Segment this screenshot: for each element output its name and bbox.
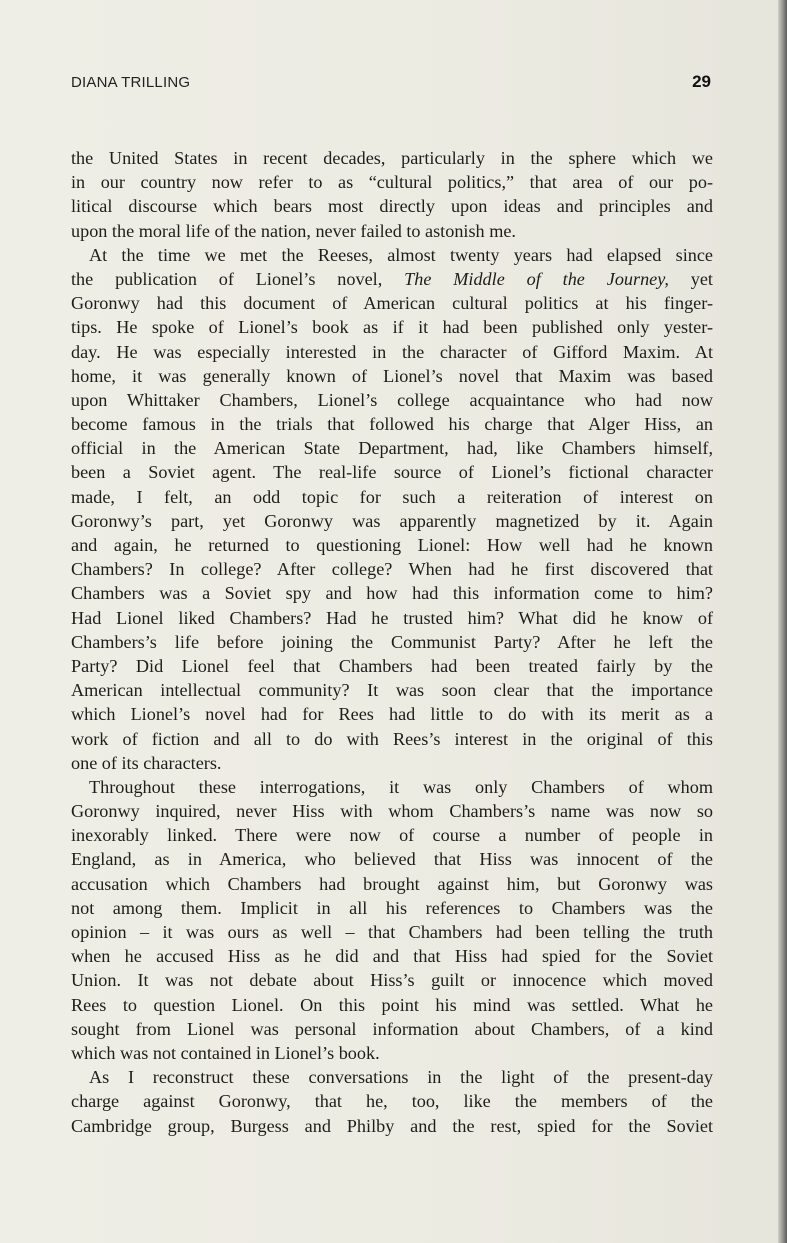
text-line: the United States in recent decades, particularly in the sphere which we [71,148,713,168]
text-line: been a Soviet agent. The real-life source of Lionel’s fictional character [71,462,713,483]
text-line: sought from Lionel was personal information about Chambers, of a kind [71,1018,713,1039]
text-line: opinion – it was ours as well – that Chambers had been telling the truth [71,922,713,942]
text-line: in our country now refer to as “cultural politics,” that area of our po- [71,172,713,193]
text-line: upon Whittaker Chambers, Lionel’s college acquaintance who had now [71,389,713,410]
text-line: which was not contained in Lionel’s book. [71,1042,380,1063]
text-line: which Lionel’s novel had for Rees had little to do with its merit as a [71,704,713,725]
text-line: not among them. Implicit in all his references to Chambers was the [71,897,713,918]
text-line: Chambers’s life before joining the Communist Party? After he left the [71,631,713,652]
book-title: The Middle of the Journey, [404,268,669,289]
text-line: Union. It was not debate about Hiss’s guilt or innocence which moved [71,970,713,991]
text-line: Chambers was a Soviet spy and how had this information come to him? [71,583,713,604]
page-header [71,72,711,96]
text-line: At the time we met the Reeses, almost twenty years had elapsed since [89,244,713,265]
page-edge-shadow [778,0,787,1243]
text-line: tips. He spoke of Lionel’s book as if it had been published only yester- [71,317,713,338]
text-line: As I reconstruct these conversations in the light of the present-day [89,1067,713,1088]
text-line: Throughout these interrogations, it was only Chambers of whom [89,776,713,797]
text-line: Party? Did Lionel feel that Chambers had been treated fairly by the [71,655,713,676]
text-line: Had Lionel liked Chambers? Had he trusted him? What did he know of [71,607,713,628]
text-line: Rees to question Lionel. On this point his mind was settled. What he [71,994,713,1015]
text-line: one of its characters. [71,752,222,773]
text-line: made, I felt, an odd topic for such a reiteration of interest on [71,486,713,507]
text-line: upon the moral life of the nation, never failed to astonish me. [71,220,516,241]
text-line: charge against Goronwy, that he, too, like the members of the [71,1091,713,1112]
text-line: day. He was especially interested in the character of Gifford Maxim. At [71,341,713,362]
text-line: when he accused Hiss as he did and that Hiss had spied for the Soviet [71,946,713,967]
text-line: Cambridge group, Burgess and Philby and the rest, spied for the Soviet [71,1115,713,1136]
text-line: the publication of Lionel’s novel, The Middle of the Journey, yet [71,268,713,289]
body-text [71,146,713,1138]
text-line: and again, he returned to questioning Lionel: How well had he known [71,535,713,555]
text-line: litical discourse which bears most directly upon ideas and principles and [71,196,713,217]
text-line: Goronwy inquired, never Hiss with whom Chambers’s name was now so [71,801,713,822]
page-number: 29 [692,72,711,91]
running-head: DIANA TRILLING [71,74,191,91]
text-line: official in the American State Department, had, like Chambers himself, [71,438,713,459]
text-line: home, it was generally known of Lionel’s novel that Maxim was based [71,365,713,386]
text-line: Chambers? In college? After college? When had he first discovered that [71,559,713,580]
text-line: Goronwy had this document of American cultural politics at his finger- [71,293,713,314]
text-line: England, as in America, who believed that Hiss was innocent of the [71,849,713,870]
text-line: American intellectual community? It was soon clear that the importance [71,680,713,701]
text-line: become famous in the trials that followed his charge that Alger Hiss, an [71,414,713,435]
text-line: Goronwy’s part, yet Goronwy was apparently magnetized by it. Again [71,510,713,531]
text-line: work of fiction and all to do with Rees’s interest in the original of this [71,728,713,749]
text-line: inexorably linked. There were now of course a number of people in [71,825,713,846]
text-line: accusation which Chambers had brought against him, but Goronwy was [71,873,713,894]
